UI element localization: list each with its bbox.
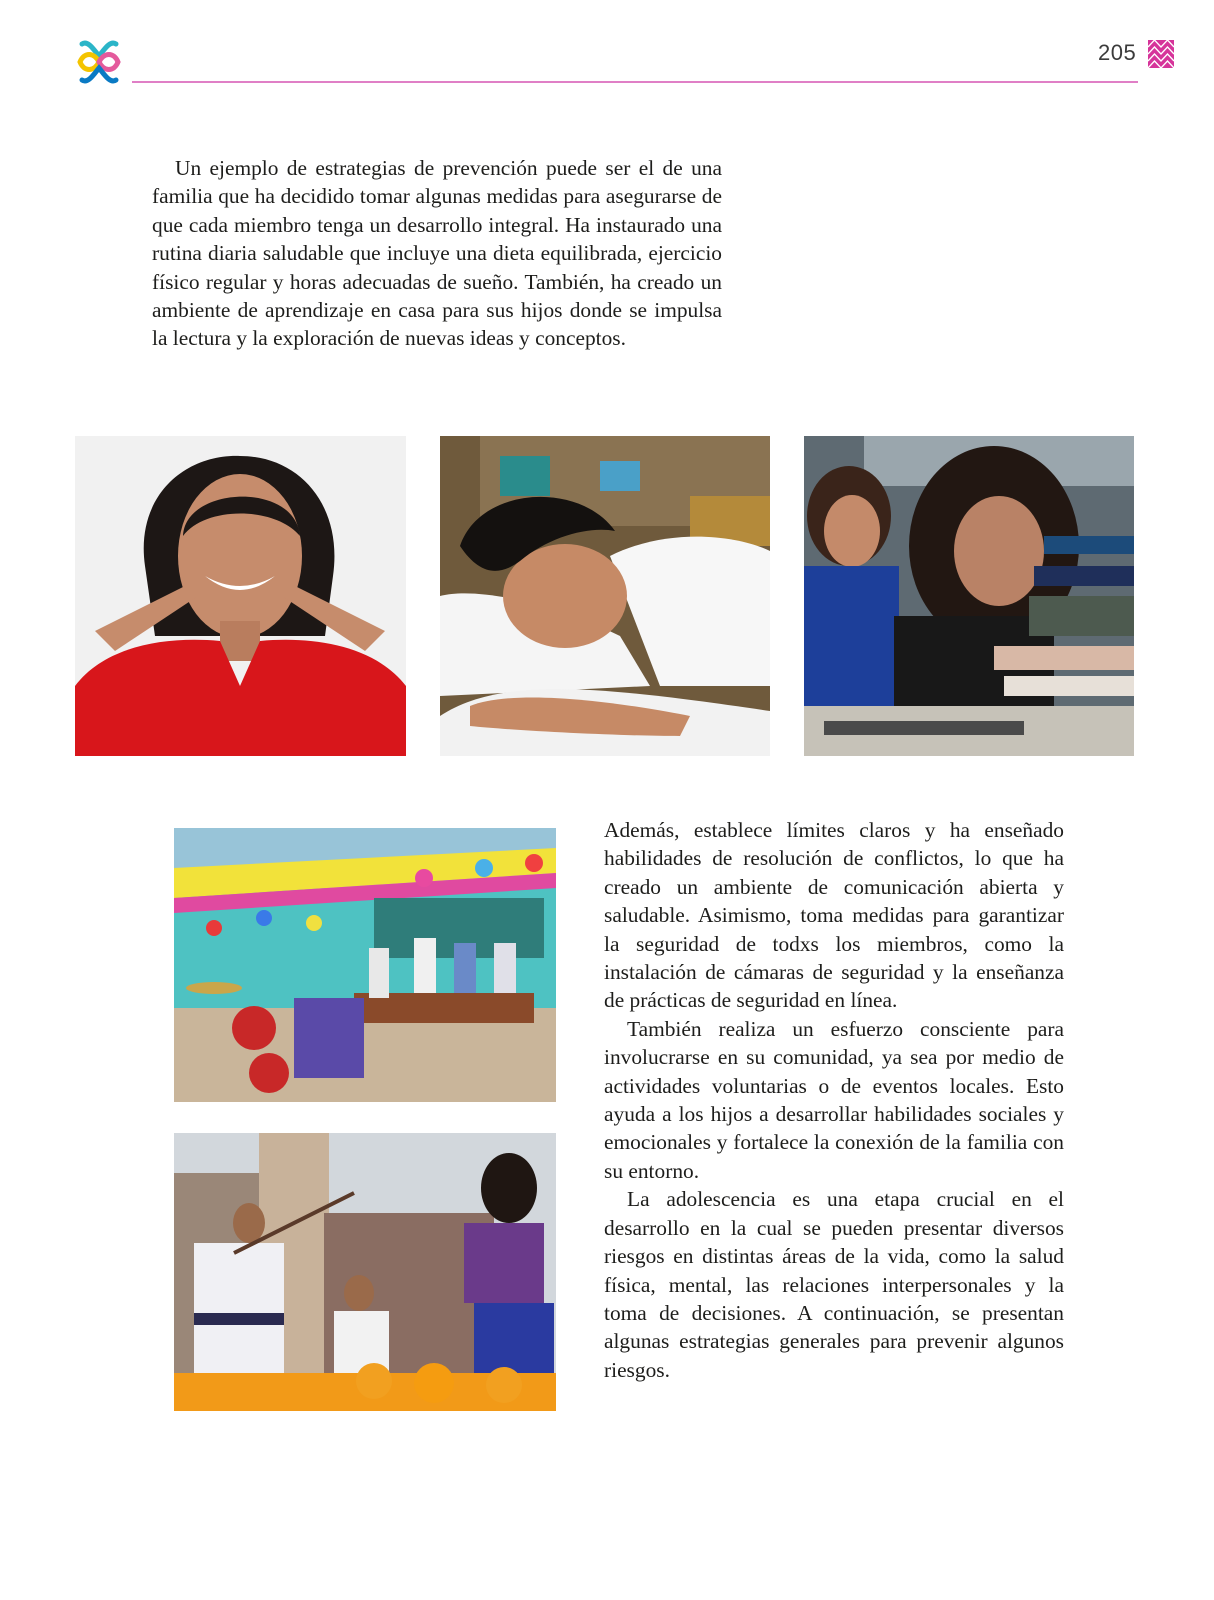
smiling-girl-photo [75, 436, 406, 756]
page-number: 205 [1098, 40, 1137, 65]
intro-paragraph: Un ejemplo de estrategias de prevención puede ser el de una familia que ha decidido tomar algunas medidas para asegurarse de que cada miembro tenga un desarrollo integral. Ha instaurado una rutina diaria saludable que incluye una dieta equilibrada, ejercicio físico regular y horas adecuadas de sueño. También, ha creado un ambiente de aprendizaje en casa para sus hijos donde se impulsa la lectura y la exploración de nuevas ideas y conceptos. [152, 156, 722, 351]
decorative-pattern-icon [1148, 40, 1174, 68]
traditional-musicians-photo [174, 1133, 556, 1411]
sleeping-boy-photo [440, 436, 770, 756]
intro-text [152, 154, 722, 353]
girls-reading-books-photo [804, 436, 1134, 756]
header-rule [132, 81, 1138, 83]
body-text [604, 816, 1064, 1384]
school-band-marimba-photo [174, 828, 556, 1102]
logo-icon [74, 38, 124, 86]
body-paragraph: La adolescencia es una etapa crucial en el desarrollo en la cual se pueden presentar diversos riesgos en distintas áreas de la vida, como la salud física, mental, las relaciones interpersonales y la toma de decisiones. A continuación, se presentan algunas estrategias generales para prevenir algunos riesgos. [604, 1187, 1064, 1382]
body-paragraph: Además, establece límites claros y ha enseñado habilidades de resolución de conflictos, lo que ha creado un ambiente de comunicación abierta y saludable. Asimismo, toma medidas para garantizar la seguridad de todxs los miembros, como la instalación de cámaras de seguridad y la enseñanza de prácticas de seguridad en línea. [604, 818, 1064, 1013]
body-paragraph: También realiza un esfuerzo consciente para involucrarse en su comunidad, ya sea por medio de actividades voluntarias o de eventos locales. Esto ayuda a los hijos a desarrollar habilidades sociales y emocionales y fortalece la conexión de la familia con su entorno. [604, 1016, 1064, 1183]
